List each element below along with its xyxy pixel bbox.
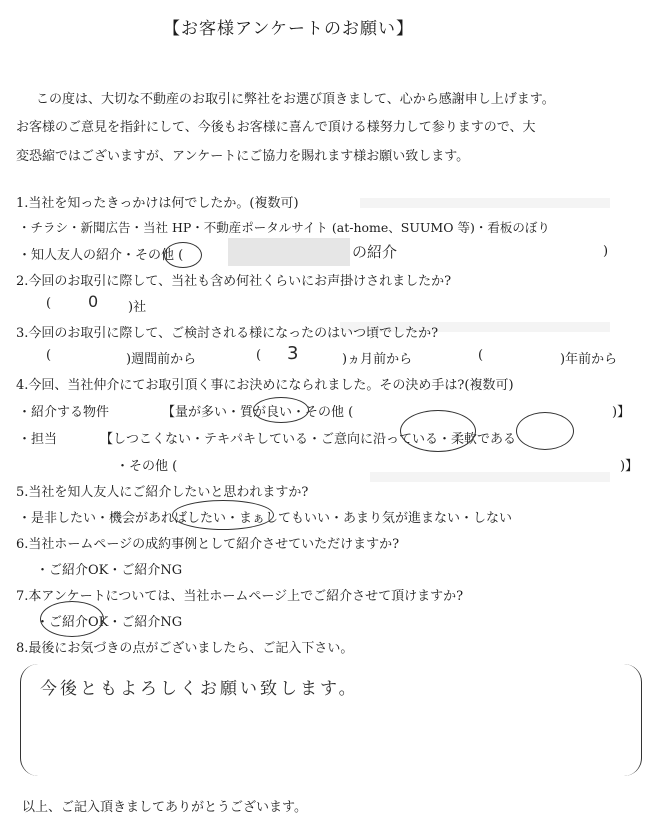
question-6: 6.当社ホームページの成約事例として紹介させていただけますか? (16, 537, 400, 552)
q1-options-line-1: ・チラシ・新聞広告・当社 HP・不動産ポータルサイト (at-home、SUUMO 等)・看板のぼり (18, 220, 550, 235)
q3-years-close: )年前から (560, 352, 618, 367)
q8-handwritten-answer: 今後ともよろしくお願い致します。 (40, 679, 359, 699)
question-3: 3.今回のお取引に際して、ご検討される様になったのはいつ頃でしたか? (16, 326, 439, 341)
answer-circle (164, 242, 202, 268)
q3-handwritten-answer: 3 (287, 343, 299, 364)
q3-years-open: ( (478, 348, 484, 363)
q2-close-paren: )社 (128, 300, 147, 315)
answer-circle (400, 410, 476, 452)
q4-staff-label: ・担当 (18, 432, 58, 447)
question-7: 7.本アンケートについては、当社ホームページ上でご紹介させて頂けますか? (16, 589, 464, 604)
intro-line-3: 変恐縮ではございますが、アンケートにご協力を賜れます様お願い致します。 (16, 149, 470, 164)
q3-months-close: )ヵ月前から (342, 352, 413, 367)
q4-staff-close: )】 (620, 459, 639, 474)
intro-line-1: この度は、大切な不動産のお取引に弊社をお選び頂きまして、心から感謝申し上げます。 (36, 92, 555, 107)
question-1: 1.当社を知ったきっかけは何でしたか。(複数可) (16, 196, 299, 211)
q1-close-paren: ) (603, 244, 609, 259)
scan-noise (370, 472, 610, 482)
answer-circle (253, 397, 309, 423)
question-5: 5.当社を知人友人にご紹介したいと思われますか? (16, 485, 309, 500)
answer-circle (40, 601, 104, 637)
answer-circle (516, 412, 574, 450)
question-4: 4.今回、当社仲介にてお取引頂く事にお決めになられました。その決め手は?(複数可) (16, 378, 514, 393)
q2-open-paren: ( (46, 296, 52, 311)
q3-weeks-close: )週間前から (126, 352, 197, 367)
closing-text: 以上、ご記入頂きましてありがとうございます。 (22, 800, 307, 815)
q3-months-open: ( (256, 348, 262, 363)
redacted-area (228, 238, 350, 266)
q1-options-line-2: ・知人友人の紹介・その他 ( (18, 248, 184, 263)
q4-staff-other: ・その他 ( (116, 459, 178, 474)
scan-noise (360, 198, 610, 208)
q2-handwritten-answer: 0 (88, 292, 99, 311)
q4-property-options: 【量が多い・質が良い・その他 ( (162, 405, 354, 420)
q3-weeks-open: ( (46, 348, 52, 363)
question-8: 8.最後にお気づきの点がございましたら、ご記入下さい。 (16, 641, 354, 656)
q4-property-label: ・紹介する物件 (18, 405, 110, 420)
q4-property-close: )】 (612, 405, 631, 420)
question-2: 2.今回のお取引に際して、当社も含め何社くらいにお声掛けされましたか? (16, 274, 452, 289)
intro-line-2: お客様のご意見を指針にして、今後もお客様に喜んで頂ける様努力して参りますので、大 (16, 120, 536, 135)
q4-staff-options: 【しつこくない・テキパキしている・ご意向に沿っている・柔軟である (100, 432, 517, 447)
answer-circle (172, 500, 274, 530)
q5-options: ・是非したい・機会があればしたい・まぁしてもいい・あまり気が進まない・しない (18, 511, 513, 526)
q1-handwritten-answer: の紹介 (352, 243, 398, 261)
page-title: 【お客様アンケートのお願い】 (163, 19, 414, 39)
q7-options: ・ご紹介OK・ご紹介NG (36, 615, 183, 630)
q6-options: ・ご紹介OK・ご紹介NG (36, 563, 183, 578)
